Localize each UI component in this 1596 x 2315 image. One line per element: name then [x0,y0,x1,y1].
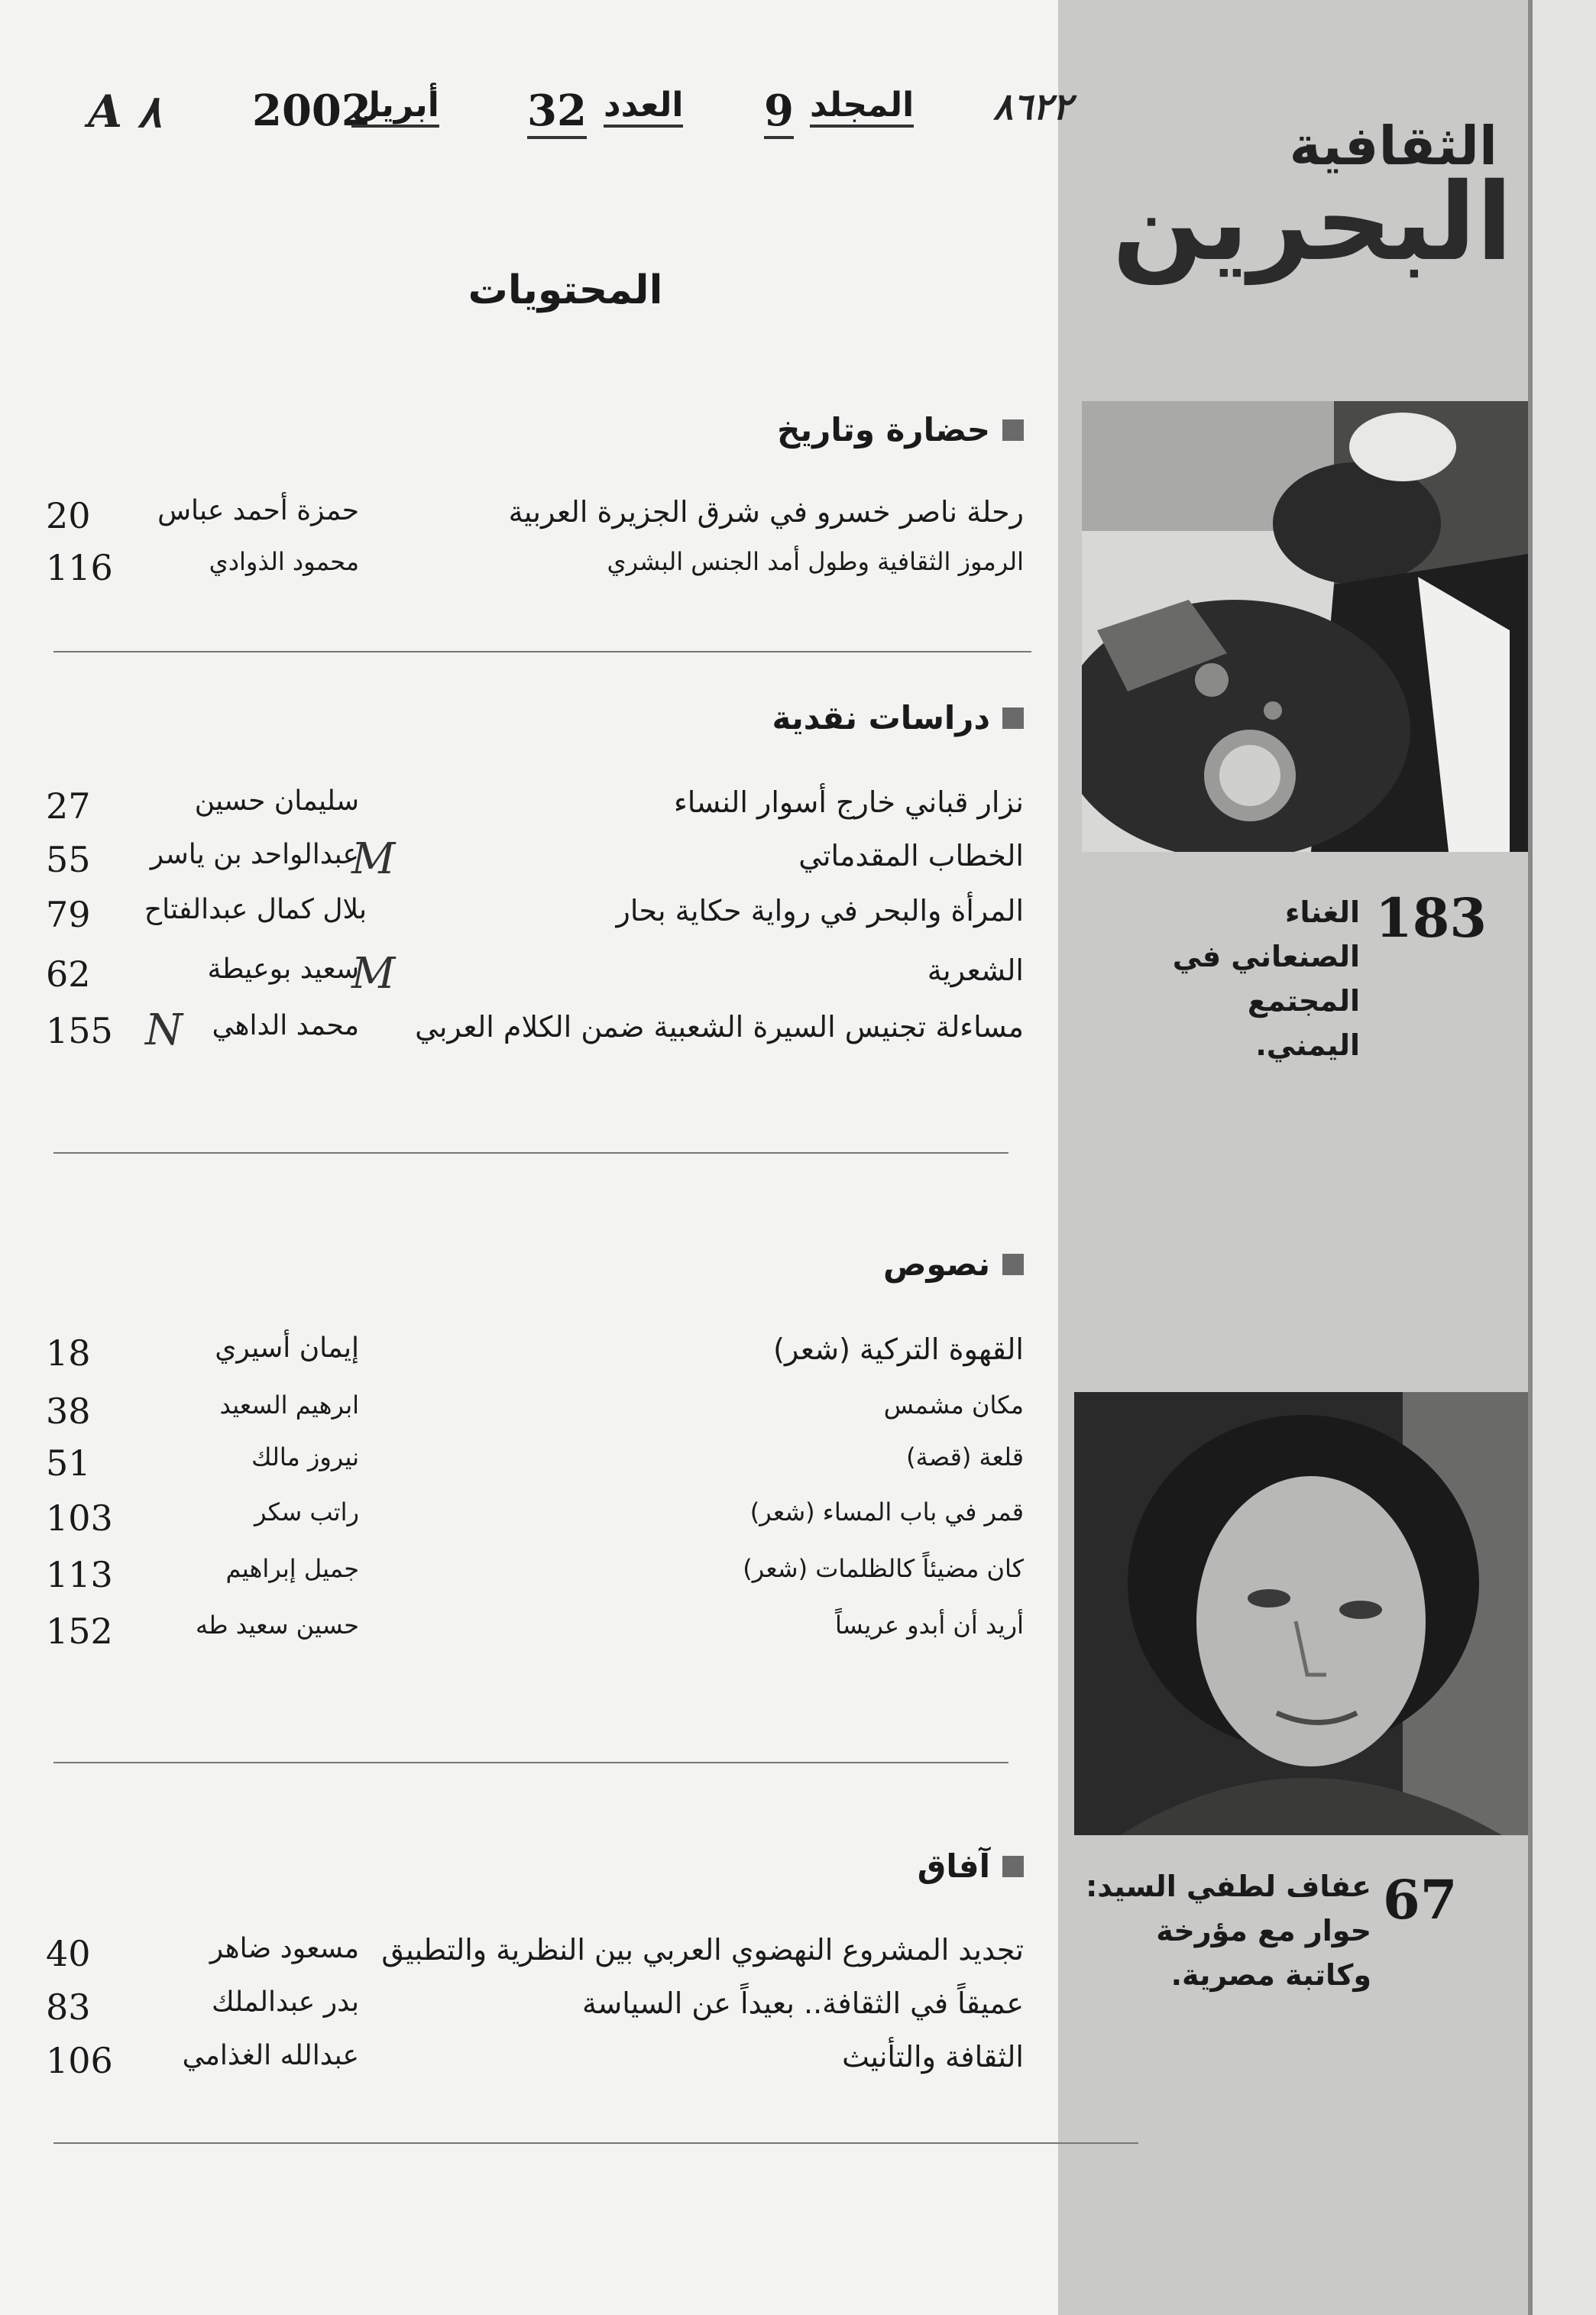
entry-author: حمزة أحمد عباس [157,495,359,526]
toc-entry [31,547,1024,590]
toc-entry [31,1005,1024,1055]
handwritten-left-note: A ٨ [88,86,162,138]
entry-author: سعيد بوعيطة [207,954,359,985]
entry-author: عبدالله الغذامي [182,2040,359,2071]
entry-title: قمر في باب المساء (شعر) [749,1497,1024,1527]
toc-entry [31,949,1024,999]
entry-author: حسين سعيد طه [195,1611,359,1640]
handwritten-mark: M [351,834,396,884]
page-edge-line [1528,0,1533,2315]
issue-year: 2002 [252,86,371,136]
issue-line [0,86,1073,154]
toc-entry [31,1933,1024,1976]
divider [53,1152,1008,1154]
entry-author: إيمان أسيري [215,1332,359,1364]
section-heading-critical-studies: دراسات نقدية [31,699,1024,742]
entry-author: عبدالواحد بن ياسر [150,839,359,870]
entry-author: جميل إبراهيم [225,1554,359,1583]
toc-entry [31,1497,1024,1540]
entry-author: مسعود ضاهر [209,1933,359,1964]
feature-page-67: 67 [1383,1868,1458,1931]
entry-title: الشعرية [927,954,1024,987]
entry-page: 40 [46,1933,91,1974]
toc-entry [31,1391,1024,1433]
entry-page: 38 [46,1391,91,1432]
entry-page: 152 [46,1611,113,1652]
woman-portrait-image [1074,1392,1528,1835]
entry-title: تجديد المشروع النهضوي العربي بين النظرية والتطبيق [381,1933,1024,1967]
section-square-icon [1002,419,1024,441]
volume-number: 9 [764,86,794,139]
toc-entry [31,894,1024,937]
section-heading-civilization: حضارة وتاريخ [31,411,1024,454]
entry-title: المرأة والبحر في رواية حكاية بحار [616,894,1024,928]
divider [53,651,1031,652]
toc-entry [31,1332,1024,1375]
entry-title: مكان مشمس [883,1391,1024,1420]
entry-title: القهوة التركية (شعر) [773,1332,1024,1366]
volume-label: المجلد [810,86,914,128]
entry-page: 155 [46,1010,113,1051]
entry-title: الثقافة والتأنيث [842,2040,1024,2074]
issue-number: 32 [527,86,587,139]
feature-photo-woman [1074,1392,1528,1835]
entry-page: 51 [46,1442,91,1484]
divider [53,1762,1008,1763]
entry-page: 116 [46,547,113,588]
section-heading-texts: نصوص [31,1245,1024,1288]
entry-page: 106 [46,2040,113,2081]
entry-title: مساءلة تجنيس السيرة الشعبية ضمن الكلام العربي [415,1010,1024,1044]
handwritten-mark: M [351,949,396,999]
section-square-icon [1002,1254,1024,1275]
entry-title: عميقاً في الثقافة.. بعيداً عن السياسة [581,1986,1024,2020]
toc-entry [31,1611,1024,1653]
entry-title: نزار قباني خارج أسوار النساء [673,785,1024,819]
masthead-main-word: البحرين [1112,160,1513,285]
entry-title: كان مضيئاً كالظلمات (شعر) [743,1554,1024,1583]
entry-title: الخطاب المقدماتي [798,839,1024,873]
entry-page: 83 [46,1986,91,2028]
entry-title: رحلة ناصر خسرو في شرق الجزيرة العربية [508,495,1024,529]
toc-entry [31,1442,1024,1485]
page-edge [1528,0,1596,2315]
entry-page: 62 [46,954,91,995]
feature-caption-2: عفاف لطفي السيد: حوار مع مؤرخة وكاتبة مصرية. [1086,1870,1371,1992]
issue-month: أبريل [351,86,439,128]
entry-author: سليمان حسين [194,785,359,817]
entry-page: 79 [46,894,91,935]
entry-author: بدر عبدالملك [211,1986,359,2018]
toc-entry [31,495,1024,538]
issue-label: العدد [604,86,683,128]
masthead-top-word: الثقافية [1289,115,1497,177]
entry-page: 103 [46,1497,113,1539]
entry-author: محمود الذوادي [209,547,359,576]
entry-page: 18 [46,1332,91,1374]
entry-page: 20 [46,495,91,536]
masthead-logo [1085,115,1528,285]
section-square-icon [1002,707,1024,729]
toc-entry [31,785,1024,828]
toc-entry [31,834,1024,884]
feature-photo-musician [1082,401,1528,852]
section-heading-horizons: آفاق [31,1847,1024,1890]
entry-title: الرموز الثقافية وطول أمد الجنس البشري [607,547,1024,576]
handwritten-code: ٨٦٢٢ [993,86,1073,128]
musician-photo-image [1082,401,1528,852]
entry-title: أريد أن أبدو عريساً [835,1611,1024,1640]
entry-title: قلعة (قصة) [906,1442,1024,1472]
toc-entry [31,1986,1024,2029]
section-square-icon [1002,1856,1024,1877]
entry-author: ابرهيم السعيد [219,1391,359,1420]
page-title: المحتويات [468,267,663,313]
entry-author: بلال كمال عبدالفتاح [144,894,367,925]
feature-caption-1: الغناء الصنعاني في المجتمع اليمني. [1172,895,1360,1062]
entry-author: نيروز مالك [251,1442,359,1472]
entry-author: راتب سكر [254,1497,359,1527]
toc-entry [31,1554,1024,1597]
entry-author: محمد الداهي [212,1010,359,1041]
feature-page-183: 183 [1375,886,1488,950]
entry-page: 55 [46,839,91,880]
handwritten-mark: N [145,1005,183,1055]
entry-page: 27 [46,785,91,827]
toc-entry [31,2040,1024,2083]
entry-page: 113 [46,1554,113,1595]
divider [53,2142,1138,2144]
